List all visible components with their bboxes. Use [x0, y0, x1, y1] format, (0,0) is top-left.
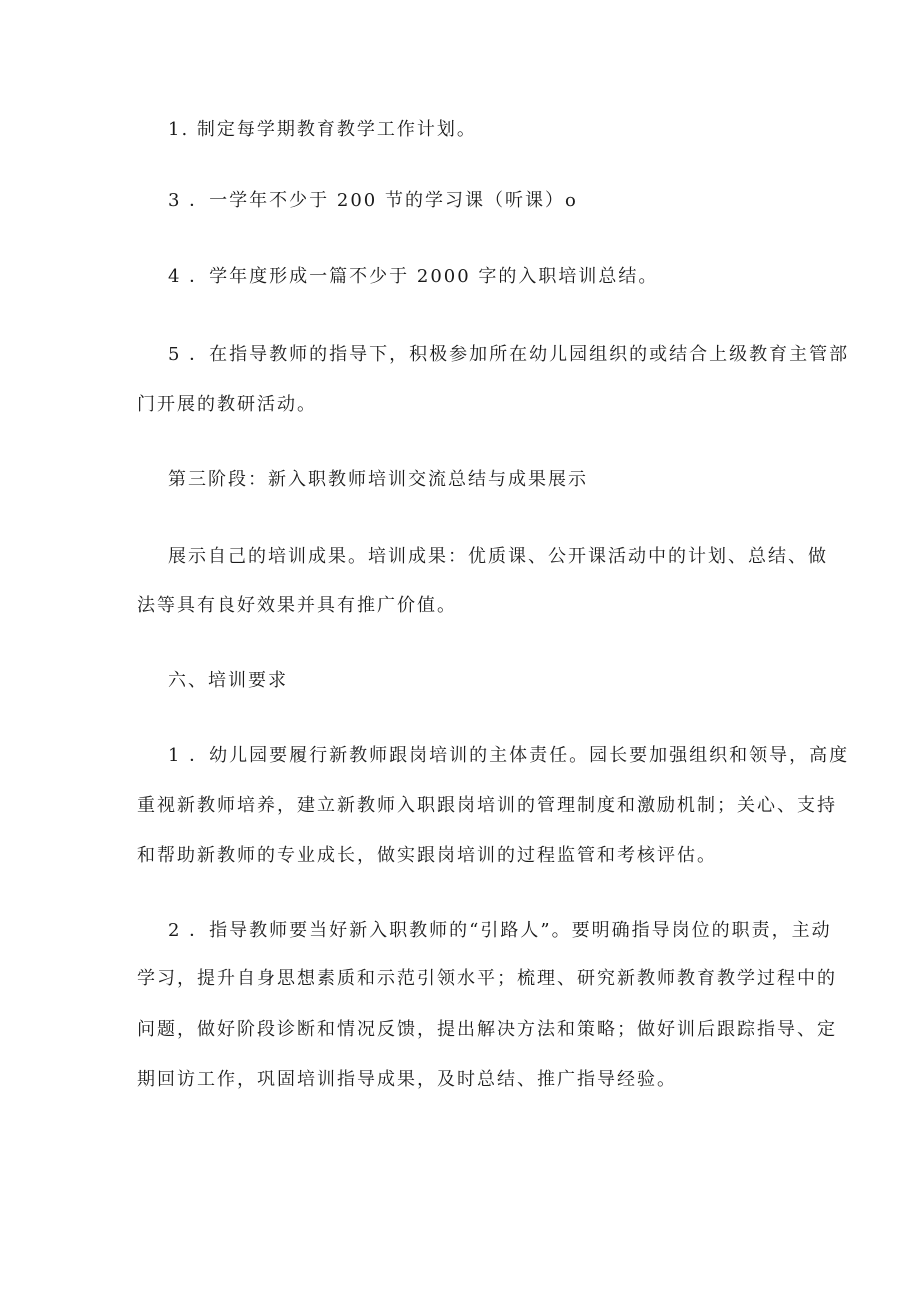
paragraph-item-1: 1. 制定每学期教育教学工作计划。: [168, 119, 477, 140]
paragraph-item-5-line-1: 5 ．在指导教师的指导下，积极参加所在幼儿园组织的或结合上级教育主管部: [168, 344, 850, 365]
paragraph-item-4: 4 ．学年度形成一篇不少于 2000 字的入职培训总结。: [168, 266, 659, 287]
paragraph-item-3: 3 ．一学年不少于 200 节的学习课（听课）o: [168, 190, 578, 211]
requirement-2-line-1: 2 ．指导教师要当好新入职教师的“引路人”。要明确指导岗位的职责，主动: [168, 920, 832, 941]
section-heading-stage-3: 第三阶段：新入职教师培训交流总结与成果展示: [168, 469, 588, 490]
requirement-1-line-1: 1 ．幼儿园要履行新教师跟岗培训的主体责任。园长要加强组织和领导，高度: [168, 745, 850, 766]
requirement-1-line-2: 重视新教师培养，建立新教师入职跟岗培训的管理制度和激励机制；关心、支持: [137, 795, 837, 816]
paragraph-results-line-2: 法等具有良好效果并具有推广价值。: [137, 595, 457, 616]
requirement-2-line-3: 问题，做好阶段诊断和情况反馈，提出解决方法和策略；做好训后跟踪指导、定: [137, 1019, 837, 1040]
requirement-2-line-2: 学习，提升自身思想素质和示范引领水平；梳理、研究新教师教育教学过程中的: [137, 968, 837, 989]
requirement-2-line-4: 期回访工作，巩固培训指导成果，及时总结、推广指导经验。: [137, 1069, 677, 1090]
section-heading-requirements: 六、培训要求: [168, 670, 288, 691]
requirement-1-line-3: 和帮助新教师的专业成长，做实跟岗培训的过程监管和考核评估。: [137, 845, 717, 866]
paragraph-results-line-1: 展示自己的培训成果。培训成果：优质课、公开课活动中的计划、总结、做: [168, 546, 828, 567]
paragraph-item-5-line-2: 门开展的教研活动。: [137, 394, 317, 415]
